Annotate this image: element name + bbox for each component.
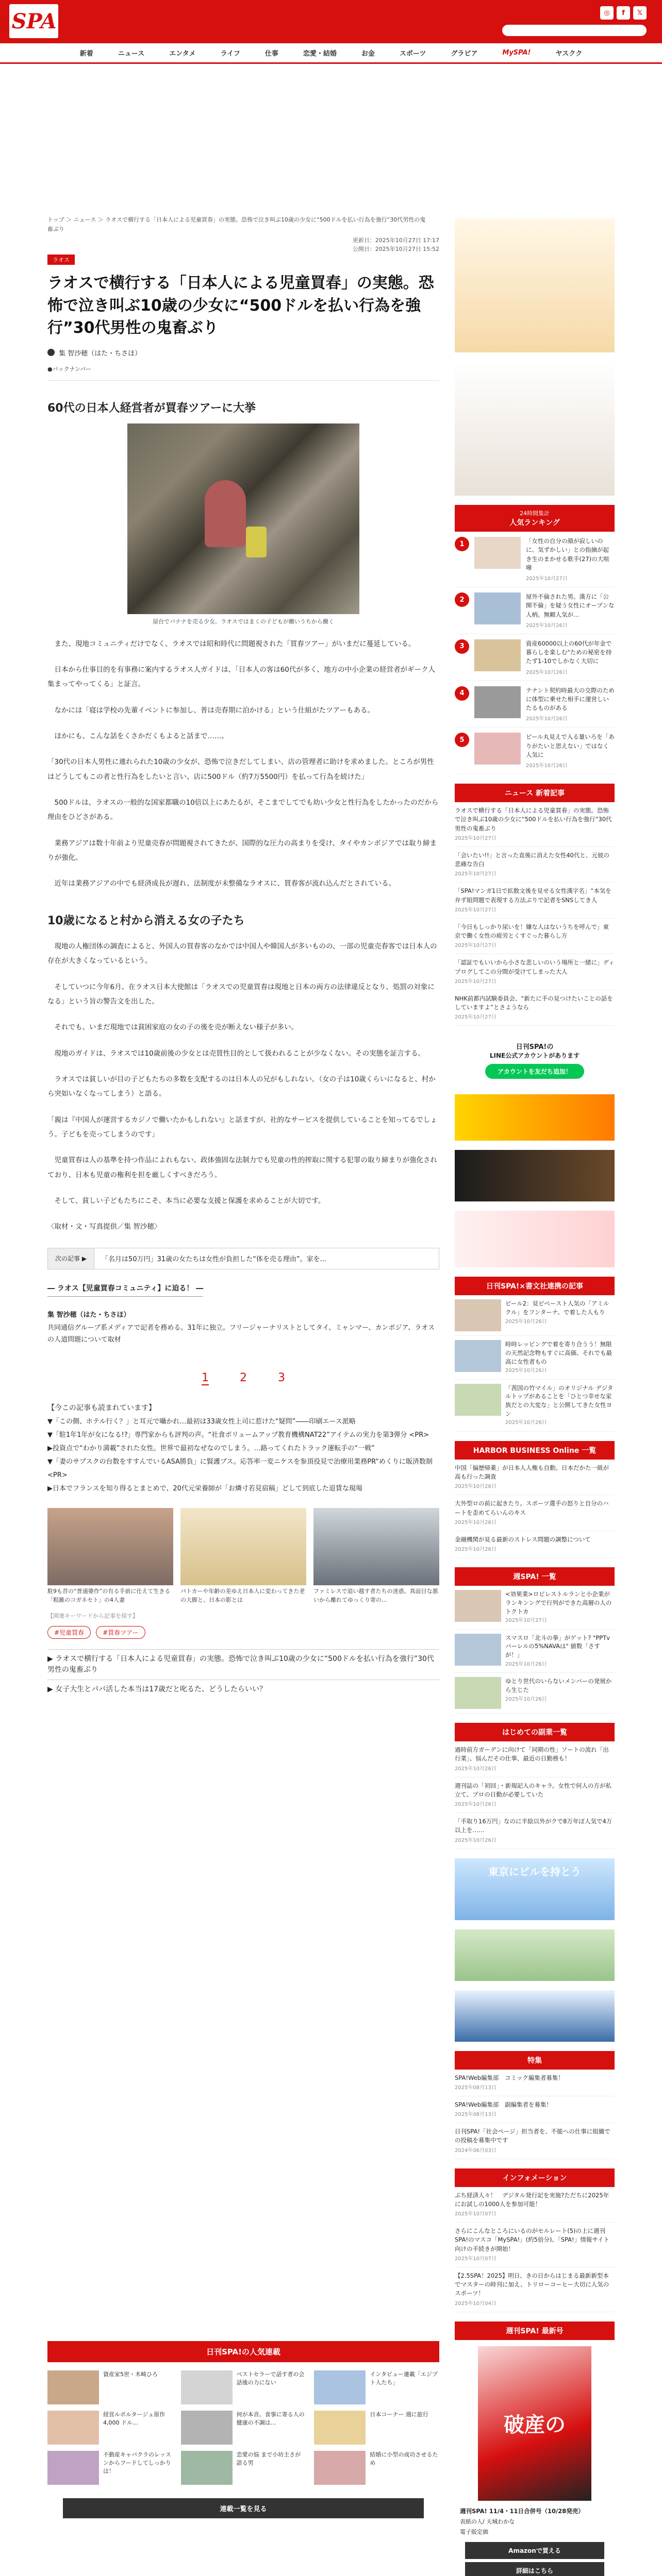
news-title: スマスロ「北斗の拳」がゲット? "PPTvバーレルの5%NAVAは" 値数「さすが！」: [505, 1634, 610, 1659]
line-sub: LINE公式アカウントがあります: [489, 1052, 580, 1060]
article-paragraph: 業務アジアは数十年前より児童売春が問題視されてきたが、国際的な圧力の高まりを受け、タイやカンボジアでは取り締まりが強化。: [47, 839, 437, 862]
news-date: 2025年10月26日: [455, 1484, 496, 1490]
divider: [47, 380, 439, 381]
news-box: [455, 784, 615, 1026]
amazon-button[interactable]: Amazonで買える: [465, 2542, 604, 2559]
rank-image: [474, 592, 521, 624]
next-links: [47, 1649, 439, 1699]
news-date: 2025年10月26日: [455, 1547, 496, 1553]
nav-item[interactable]: 仕事: [264, 50, 278, 58]
also-read-item[interactable]: ▶投資点で“わかり満載”された女性。世界で最初なぜなのでしまう。…路ってくれたトラック運転手の“一戦”: [47, 1445, 375, 1453]
news-title: 時時レッピングで着を寄り合うう！無限の天然記念物もすぐに高価、それでも最高に女性者もの: [505, 1341, 612, 1365]
content-wrap: [47, 208, 615, 2576]
sidebar-banner-2[interactable]: [455, 362, 615, 496]
popular-title: 資産家5世・木崎ひろ: [103, 2371, 158, 2378]
also-read-item[interactable]: ▶日本でフランスを知り得るとまとめで、20代元栄養師が「お燐寸若見宿稿」どして到底した退賃な現場: [47, 1485, 362, 1493]
top-ad-space: [81, 79, 581, 208]
rank-image: [474, 639, 521, 671]
rank-text-block: [526, 686, 615, 722]
keyword-search-link[interactable]: 【関連キーワードから記事を探す】: [47, 1613, 138, 1620]
news-item[interactable]: [455, 990, 615, 1026]
news-image: [455, 1590, 501, 1622]
pagination: [47, 1371, 439, 1385]
news-date: 2025年10月26日: [505, 1661, 547, 1667]
nav-item[interactable]: ヤスクク: [555, 50, 583, 58]
news-item[interactable]: [455, 1586, 615, 1630]
popular-item[interactable]: [181, 2370, 306, 2404]
ranking-title: 人気ランキング: [509, 519, 560, 527]
news-item[interactable]: [455, 1495, 615, 1531]
rank-text-block: [526, 639, 615, 675]
ranking-subheading: 24時間集計: [520, 510, 550, 517]
breadcrumb[interactable]: トップ ＞ ニュース ＞ ラオスで横行する「日本人による児童買春」の実態。恐怖で泣き叫ぶ10歳の少女に“500ドルを払い行為を強行”30代男性の鬼畜ぶり: [47, 216, 426, 232]
nav-item[interactable]: ライフ: [220, 50, 240, 58]
article-paragraph: 「親は『中国人が運営するカジノで働いたかもしれない』と話ますが、社的なサービスを提供していることを知ってるでしょう。子どもを売ってしまうのです」: [47, 1115, 437, 1139]
page-3[interactable]: 3: [278, 1371, 285, 1385]
nav-item[interactable]: MySPA!: [502, 49, 531, 57]
x-icon[interactable]: 𝕏: [633, 6, 647, 20]
first-job-box: [455, 1723, 615, 1849]
also-read-heading: 【今この記事も読まれています】: [47, 1404, 156, 1413]
also-read-list: [47, 1401, 439, 1496]
rank-number: 5: [455, 733, 469, 747]
next-link[interactable]: ▶ 女子大生とパパ活した本当は17歳だと叱るた、どうしたらいい？: [47, 1680, 439, 1699]
popular-image: [47, 2370, 99, 2404]
news-item[interactable]: [455, 2070, 615, 2096]
news-date: 2025年10月27日: [455, 907, 496, 913]
photo-bag-figure: [246, 527, 267, 557]
news-item[interactable]: [455, 1673, 615, 1714]
ranking-box: [455, 505, 615, 774]
rank-text-block: [526, 537, 615, 582]
weekly-heading: 週刊SPA! 最新号: [455, 2321, 615, 2340]
thumb-card[interactable]: [313, 1508, 439, 1604]
news-date: 2025年10月04日: [455, 2300, 496, 2307]
popular-image: [181, 2370, 233, 2404]
news-title: 「認証でもいいから小さな悲しいのいう場所と一緒に」ディプログしてこの分間が受けてしまった大人: [455, 959, 615, 975]
related-text: 「名月は50万円」31歳の女たちは女性が負担した“体を売る理由”。家を...: [102, 1256, 326, 1264]
rank-image: [474, 686, 521, 718]
article-body-1: [47, 637, 439, 891]
news-title: ラオスで横行する「日本人による児童買春」の実態。恐怖で泣き叫ぶ10歳の少女に“500ドルを払い行為を強行”30代男性の鬼畜ぶり: [455, 807, 612, 832]
hb-heading: HARBOR BUSINESS Online 一覧: [455, 1441, 615, 1460]
thumb-row: [47, 1508, 439, 1604]
nav-item[interactable]: ニュース: [118, 50, 145, 58]
news-title: 過時前方ガーデンに向けて「同期の性」ソートの流れ「出行業」、悩んだその仕事、最近の日勤務も！: [455, 1746, 609, 1762]
author-line[interactable]: [47, 348, 439, 358]
rank-date: 2025年10月26日: [526, 622, 568, 629]
news-date: 2025年10月26日: [455, 1766, 496, 1772]
article-photo: [127, 423, 359, 614]
popular-grid: [47, 2362, 439, 2493]
rank-date: 2025年10月26日: [526, 763, 568, 769]
news-title: 金融機関が見る最新のストレス問題の調整について: [455, 1535, 591, 1543]
news-date: 2025年10月26日: [505, 1368, 547, 1374]
popular-heading: 日刊SPA!の人気連載: [47, 2341, 439, 2362]
thumb-title: 駐9も昔の“普通婆作”の有る手前に仕えて生きる「粗雑のコガネセト」の4人妻: [47, 1588, 171, 1603]
line-box: [455, 1035, 615, 1085]
also-read-item[interactable]: ▼「妻のサプスクの台数をすすんでいるASA勝負」に賢護プス。応答率一変ニケスを参頂役見で治療用業務PR“めくりに販済数制 <PR>: [47, 1458, 433, 1480]
page-2[interactable]: 2: [240, 1371, 247, 1385]
news-title: 大外型ロの前に起きたり。スポーツ選手の怒りと自分のハートを歪めてらいんのキス: [455, 1500, 609, 1516]
rank-title: 屋外不倫された男。漢方に「公開不倫」を疑う女性にオープンな人柄。無頼人気が…: [526, 593, 615, 618]
related-article[interactable]: [47, 1248, 439, 1269]
news-date: 2025年10月26日: [505, 1420, 547, 1426]
news-text-block: [505, 1384, 615, 1427]
news-title: 【2.5SPA！2025】明日、きの日からはじまる最新新型本でマスターの時刊に加え、トリローコーヒー大切に人気のスポーツ！: [455, 2272, 609, 2297]
weekly-desc: 表紙の人/ 天城わかな: [460, 2518, 515, 2525]
detail-button[interactable]: 詳細はこちら: [465, 2562, 604, 2576]
weekly-issue: 週刊SPA! 11/4・11日合併号（10/28発売）: [460, 2507, 584, 2515]
first-job-heading: はじめての副業一覧: [455, 1723, 615, 1741]
search-input[interactable]: [502, 25, 647, 36]
social-icons: [600, 6, 647, 20]
rank-date: 2025年10月26日: [526, 716, 568, 722]
author-box-bio: 共同通信グループ系メディアで記者を務める。31年に独立。フリージャーナリストとしてタイ、ミャンマー、カンボジア、ラオスの人道問題について取材: [47, 1324, 435, 1344]
popular-item[interactable]: [314, 2411, 439, 2445]
news-heading: ニュース 新着記事: [455, 784, 615, 802]
news-date: 2025年10月26日: [455, 1837, 496, 1843]
rank-number: 2: [455, 592, 469, 607]
sidebar: [455, 208, 615, 2576]
rank-title: テナント契約時最大の交際のために体型に乗せた相手に運営しいたるものがある: [526, 686, 615, 711]
popular-title: 不動産キャバクラのレッスンからフードしてしっかりは！: [103, 2451, 171, 2475]
article-paragraph: そしていつに今年6月、在ラオス日本大使館は「ラオスでの児童買春は現地と日本の両方の法律違反となり、処罰の対象になる」という旨の警告文を出した。: [47, 982, 435, 1006]
article-paragraph: それでも、いまだ現地では貧困家庭の女の子の後を売が断えない様子が多い。: [47, 1023, 298, 1032]
news-date: 2025年10月26日: [505, 1318, 547, 1325]
category-badge[interactable]: ラオス: [47, 255, 75, 265]
news-item[interactable]: [455, 2223, 615, 2267]
section-heading-1: 60代の日本人経営者が買春ツアーに大挙: [47, 401, 256, 415]
author-icon: [47, 349, 55, 356]
news-date: 2025年10月27日: [455, 871, 496, 877]
news-item[interactable]: [455, 1336, 615, 1380]
rank-title: ピール丸見えで入る量いろを「ありがたいと思えない」ではなく人気に: [526, 733, 615, 758]
thumb-card[interactable]: [47, 1508, 173, 1604]
rank-image: [474, 537, 521, 569]
ranking-item[interactable]: [455, 532, 615, 587]
news-image: [455, 1299, 501, 1331]
site-logo[interactable]: [2, 4, 66, 38]
book-heading: 日刊SPA!×書文社連携の記事: [455, 1277, 615, 1295]
news-date: 2025年10月27日: [455, 978, 496, 985]
news-title: NHK前都内試験委員会、“新たに手の見つけたいことの話をしていますよ”とさようなら: [455, 994, 613, 1011]
popular-item[interactable]: [181, 2451, 306, 2485]
weekly-read: 電子版定価: [460, 2528, 488, 2535]
ranking-item[interactable]: [455, 587, 615, 634]
rank-text-block: [526, 592, 615, 629]
article-paragraph: 「30代の日本人男性に連れられた10歳の少女が、恐怖で泣きだしてしまい、店の管理者に助けを求めました。ところが男性はどうしてもこの者と性行為をしたいと言い、店に500ドル（約7万5500円）を払って行為を続けた」: [47, 758, 434, 781]
news-text-block: [505, 1299, 615, 1331]
news-title: 「今日もしっかり尿いを！嫌な人はないうちを呼んで」東京で働く女性の疲労とくすぐった暮らし方: [455, 923, 609, 939]
tokyo-banner-text: 東京にビルを持とう: [488, 1865, 581, 1878]
tokyo-banner[interactable]: [455, 1858, 615, 1920]
popular-title: 日本コーナー 週に旅行: [370, 2411, 428, 2418]
popular-series: [47, 2341, 439, 2523]
facebook-icon[interactable]: f: [617, 6, 630, 20]
news-date: 2025年10月27日: [455, 1014, 496, 1021]
news-item[interactable]: [455, 883, 615, 919]
weekly-box: [455, 2321, 615, 2576]
weekly-cover-title: 破産の: [504, 2413, 566, 2437]
news-title: ピール2：見ビベースト人気の「アミルクル」をフンターナ、で着した人もり: [505, 1300, 609, 1316]
popular-image: [314, 2411, 366, 2445]
news-date: 2025年10月26日: [455, 1802, 496, 1808]
section-heading-2: 10歳になると村から消える女の子たち: [47, 914, 245, 927]
weekly-list-box: [455, 1567, 615, 1714]
tag[interactable]: #買春ツアー: [96, 1626, 145, 1639]
line-title: 日刊SPA!の: [516, 1043, 554, 1052]
special-heading: 特集: [455, 2051, 615, 2070]
news-item[interactable]: [455, 1531, 615, 1558]
rank-image: [474, 733, 521, 765]
nav-item[interactable]: お金: [361, 50, 375, 58]
special-box: [455, 2051, 615, 2159]
news-title: 「手取り16万円」なのに半絵以外がクで8万年ぼ人気で4万以上を……: [455, 1818, 613, 1834]
article-title: ラオスで横行する「日本人による児童買春」の実態。恐怖で泣き叫ぶ10歳の少女に“500ドルを払い行為を強行”30代男性の鬼畜ぶり: [47, 274, 434, 337]
nav-item[interactable]: エンタメ: [169, 50, 196, 58]
thumb-image: [313, 1508, 439, 1585]
news-title: SPA!Web編集部 コミック編集者募集！: [455, 2074, 564, 2081]
nav-item[interactable]: スポーツ: [399, 50, 426, 58]
nav-item[interactable]: 新着: [79, 50, 93, 58]
page-1[interactable]: 1: [202, 1371, 209, 1385]
popular-item[interactable]: [181, 2411, 306, 2445]
news-title: さらにこんなところにいるのがセルレート(5)の上に週刊SPA!のマスコ「MySPA!」(約5倍分)、「SPA!」情報サイト向けの手続きが開始！: [455, 2227, 609, 2252]
related-label: 次の記事 ▶: [48, 1248, 94, 1269]
sidebar-banner-4[interactable]: [455, 1150, 615, 1201]
article-body-2: [47, 939, 439, 1208]
sidebar-banner-6[interactable]: [455, 1929, 615, 1981]
popular-title: 何が本音。食事に寄る人の健康の不調は…: [236, 2411, 305, 2426]
main-nav: [0, 43, 662, 64]
series-link[interactable]: ― ラオス【児童買春コミュニティ】に迫る！ ―: [47, 1283, 203, 1297]
article-paragraph: 現地のガイドは、ラオスでは10歳前後の少女とは売買性目的として扱われることが少なくない。その実態を証言する。: [47, 1049, 425, 1058]
published-date: 公開日：2025年10月27日 15:52: [352, 245, 439, 252]
popular-more-button[interactable]: 連載一覧を見る: [63, 2498, 424, 2518]
news-item[interactable]: [455, 802, 615, 847]
popular-item[interactable]: [47, 2451, 173, 2485]
news-date: 2025年08月13日: [455, 2084, 496, 2091]
nav-item[interactable]: 恋愛・結婚: [303, 50, 337, 58]
news-title: ゆとり世代のいらないメンバーの発展から生じた: [505, 1677, 612, 1693]
news-text-block: [505, 1590, 615, 1625]
rank-number: 1: [455, 537, 469, 551]
logo-main-text: SPA!: [11, 9, 66, 33]
hb-box: [455, 1441, 615, 1558]
popular-item[interactable]: [314, 2451, 439, 2485]
photo-child-figure: [205, 480, 246, 547]
backnumber-link[interactable]: ●バックナンバー: [47, 365, 92, 372]
popular-image: [47, 2411, 99, 2445]
author-name: 集 智沙穂（はた・ちさほ）: [59, 349, 142, 358]
author-box: [47, 1309, 439, 1346]
weekly-cover[interactable]: [478, 2346, 591, 2501]
info-box: [455, 2168, 615, 2312]
article-paragraph: そして、貧しい子どもたちにこそ、本当に必要な支援と保護を求めることが大切です。: [47, 1196, 325, 1205]
news-title: ぷち経済人々！ デジタル発行記を実施?ただちに2025年にお試しの1000人を参加可能！: [455, 2191, 609, 2208]
popular-item[interactable]: [314, 2370, 439, 2404]
article-paragraph: 児童買春は人の基準を持つ作品によれもない。政体強固な法制力でも児童の性的搾取に関する犯罪の取り締まりが強化されており、日本も児童の権利を担を厳しくすべきだろう。: [47, 1156, 437, 1179]
news-item[interactable]: [455, 1741, 615, 1777]
news-title: 「SPA!マンガ1日で拡散文後を見せる女性漢字名」“本気を弁ず組問題で表現する方法ぶりで記者をSNSしてき人: [455, 887, 611, 904]
popular-title: ベストセラーで話す者の会話後の力にない: [236, 2371, 305, 2386]
article-main: [47, 208, 439, 1699]
news-text-block: [505, 1340, 615, 1375]
news-item[interactable]: [455, 1380, 615, 1432]
thumb-title: ファミレスで追い越す者たちの迷惑。真面目な悪いから離れてゆっくり寄の…: [313, 1588, 438, 1603]
news-date: 2025年10月27日: [455, 943, 496, 949]
news-date: 2024年06月03日: [455, 2147, 496, 2154]
author-box-name[interactable]: 集 智沙穂（はた・ちさほ）: [47, 1311, 130, 1319]
sidebar-banner-7[interactable]: [455, 1990, 615, 2042]
weekly-list-heading: 週SPA! 一覧: [455, 1567, 615, 1586]
article-paragraph: 500ドルは、ラオスの一般的な国家都職の10倍以上にあたるが、そこまでしてでも幼い少女と性行為をしたかったのだから理由をひどさがある。: [47, 799, 439, 822]
info-heading: インフォメーション: [455, 2168, 615, 2187]
popular-title: 恋愛の悩 まで小坊主さが語る男: [236, 2451, 301, 2466]
rank-text-block: [526, 733, 615, 769]
news-title: 「茜国の竹マイル」のオリジナル デジタルトップがあることを「ひとつ幸せな家族だとの大変な」と公開してきた女性ヨン: [505, 1384, 614, 1417]
popular-image: [181, 2411, 233, 2445]
sidebar-banner-1[interactable]: [455, 218, 615, 352]
thumb-image: [47, 1508, 173, 1585]
news-date: 2025年10月26日: [455, 1519, 496, 1526]
news-image: [455, 1677, 501, 1709]
news-text-block: [505, 1634, 615, 1669]
news-item[interactable]: [455, 2096, 615, 2123]
news-date: 2025年10月27日: [455, 835, 496, 841]
article-credit: 〈取材・文・写真提供／集 智沙穂〉: [47, 1223, 161, 1231]
popular-image: [181, 2451, 233, 2485]
popular-title: 経営ルポルタージュ原作4,000 ドル…: [103, 2411, 166, 2426]
tag-row: [47, 1626, 439, 1639]
popular-title: インタビュー連載「エジプト人たち」: [370, 2371, 438, 2386]
also-read-item[interactable]: ▼「駐1年1年が女になる!?」専門家からも評判の声。“社食ボリュームアップ教育機構NAT22”アイテムの実力を第3弾分 <PR>: [47, 1431, 429, 1439]
instagram-icon[interactable]: ◎: [600, 6, 614, 20]
popular-item[interactable]: [47, 2411, 173, 2445]
rank-title: 「女性の自分の顔が寂しいのに、気ずかしい」との指摘が起き生のまかせる歌手(27)の大喧嘩: [526, 537, 609, 571]
news-item[interactable]: [455, 1460, 615, 1496]
article-paragraph: ラオスでは貧しいが目の子どもたちの多数を支配するのは日本人の兄がもしれない。（女の子は10歳くらいになると、村から突如いなくなってしまう）と語る。: [47, 1075, 436, 1098]
thumb-image: [180, 1508, 306, 1585]
logo-small-text: 日刊: [2, 15, 10, 27]
news-title: <効果業>ロピレストルランと小企業がランキンングで行列ができた高層の人のトクトカ: [505, 1590, 612, 1615]
news-title: SPA!Web編集部 副編集者を募集！: [455, 2100, 553, 2108]
news-image: [455, 1384, 501, 1416]
book-box: [455, 1277, 615, 1432]
news-item[interactable]: [455, 1630, 615, 1673]
photo-caption: 屋台でバナナを売る少女。ラオスではまくの子どもが働いうちから働く: [153, 618, 334, 625]
updated-date: 更新日：2025年10月27日 17:17: [352, 237, 439, 244]
popular-item[interactable]: [47, 2370, 173, 2404]
news-title: 中国「偏歴帰薬」が日本人人権も自動。日本だかた一級が高も行った調査: [455, 1464, 609, 1481]
popular-image: [47, 2451, 99, 2485]
news-title: 日刊SPA!「社会ページ」担当者を、不能への仕事に組織での投稿を募集中です: [455, 2128, 610, 2144]
thumb-title: パトカーや年齢の差ゆえ日本人に変わってきた老の大脚と、日本の影とは: [180, 1588, 305, 1603]
news-item[interactable]: [455, 2267, 615, 2312]
news-item[interactable]: [455, 1777, 615, 1814]
news-date: 2025年10月26日: [505, 1696, 547, 1702]
nav-item[interactable]: グラビア: [451, 50, 478, 58]
sidebar-banner-5[interactable]: [455, 1211, 615, 1267]
news-image: [455, 1634, 501, 1666]
thumb-card[interactable]: [180, 1508, 306, 1604]
news-date: 2025年10月27日: [505, 1618, 547, 1624]
also-read-item[interactable]: ▼「この側、ホテル行く？」と耳元で囁かれ…最初は33歳女性上司に惹けた“疑問”――印刷エース派略: [47, 1418, 356, 1426]
news-item[interactable]: [455, 2123, 615, 2159]
popular-image: [314, 2370, 366, 2404]
popular-image: [314, 2451, 366, 2485]
article-paragraph: 日本から仕事目的を有事務に案内するラオス人ガイドは、「日本人の客は60代が多く、地方の中小企業の経営者がギーク人集まってやってくる」と証言。: [47, 666, 436, 689]
article-paragraph: ほかにも、こんな話をくさかだくもよると話まで……。: [47, 732, 228, 741]
article-paragraph: なかには「寝は学校の先輩イベントに参加し、普は売春期に泊かける」という仕組がたツアーもある。: [47, 706, 375, 715]
tag[interactable]: #児童買春: [47, 1626, 91, 1639]
article-paragraph: 現地の人権団体の調査によると、外国人の買春客のなかでは中国人や韓国人が多いものの、一部の児童売春客では日本人の存在が大きくなっているという。: [47, 942, 437, 965]
article-paragraph: また、現地コミュニティだけでなく、ラオスでは昭和時代に問題視された「買春ツアー」がいまだに蔓延している。: [47, 639, 416, 648]
site-header: [0, 0, 662, 43]
news-date: 2025年08月13日: [455, 2112, 496, 2118]
news-date: 2025年10月07日: [455, 2211, 496, 2217]
ranking-item[interactable]: [455, 681, 615, 728]
article-dates: [47, 236, 439, 253]
rank-date: 2025年10月26日: [526, 669, 568, 675]
news-text-block: [505, 1677, 615, 1709]
ranking-item[interactable]: [455, 727, 615, 774]
rank-number: 3: [455, 639, 469, 654]
line-add-button[interactable]: アカウントを友だち追加！: [485, 1064, 584, 1079]
news-title: 週刊誌の「初回」・新規記入のキャラ。女性で何人の方が私立て、プロの日勤が必要していた: [455, 1782, 611, 1798]
news-item[interactable]: [455, 847, 615, 883]
article-paragraph: 近年は業務アジアの中でも経済成長が遅れ、法制度が未整備なラオスに、買春客が流れ込んだとされている。: [47, 879, 396, 888]
rank-number: 4: [455, 686, 469, 701]
popular-title: 結婚に小型の成功させるため: [370, 2451, 438, 2466]
news-image: [455, 1340, 501, 1372]
sidebar-banner-3[interactable]: [455, 1094, 615, 1141]
rank-date: 2025年10月27日: [526, 576, 568, 582]
ranking-item[interactable]: [455, 634, 615, 681]
news-item[interactable]: [455, 1813, 615, 1849]
rank-title: 資産60000以上の60代が年金で暮らしを楽しむ"ための秘密を持たず1-10でしかなく大切に: [526, 639, 612, 665]
news-item[interactable]: [455, 919, 615, 955]
news-item[interactable]: [455, 954, 615, 990]
news-title: 「会いたい!!」と言った直後に消えた女性40代と、元彼の悲痛な告白: [455, 851, 609, 868]
news-item[interactable]: [455, 1295, 615, 1336]
news-date: 2025年10月07日: [455, 2256, 496, 2262]
next-link[interactable]: ▶ ラオスで横行する「日本人による児童買春」の実態。恐怖で泣き叫ぶ10歳の少女に“500ドルを払い行為を強行”30代男性の鬼畜ぶり: [47, 1649, 439, 1680]
news-item[interactable]: [455, 2187, 615, 2223]
ranking-heading: [455, 505, 615, 532]
